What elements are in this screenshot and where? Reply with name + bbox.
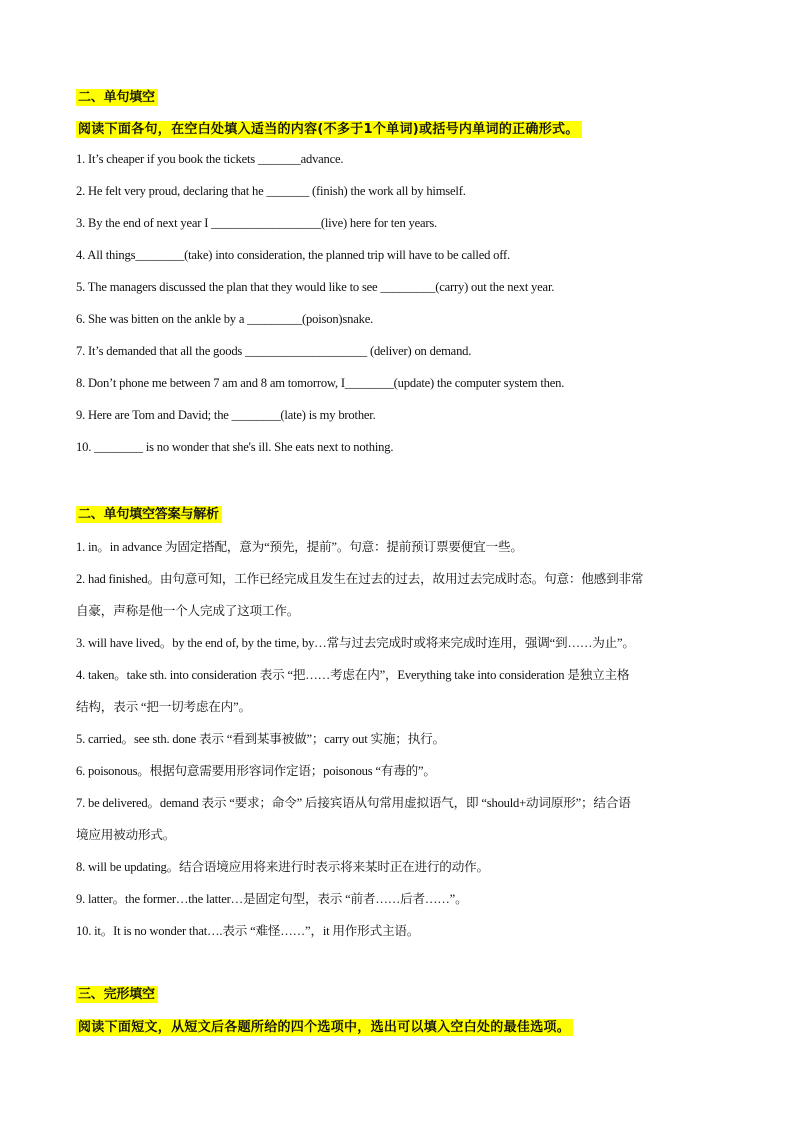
question-10: 10. ________ is no wonder that she's ill. She eats next to nothing. [76, 440, 394, 454]
question-2: 2. He felt very proud, declaring that he _______ (finish) the work all by himself. [76, 184, 466, 198]
section2-instruction-line [76, 118, 582, 137]
answer-line-4: 4. taken。take sth. into consideration 表示 “把……考虑在内”，Everything take into consideration 是独立主格 [76, 668, 630, 682]
section3-title: 三、完形填空 [76, 986, 158, 1003]
section3-instruction-line [76, 1016, 573, 1035]
answer-line-1: 1. in。in advance 为固定搭配，意为“预先，提前”。句意：提前预订票要便宜一些。 [76, 540, 523, 554]
answer-line-8: 8. will be updating。结合语境应用将来进行时表示将来某时正在进行的动作。 [76, 860, 489, 874]
answer-line-5: 5. carried。see sth. done 表示 “看到某事被做”；carry out 实施；执行。 [76, 732, 445, 746]
section2-title: 二、单句填空 [76, 89, 158, 106]
answer-line-4-cont: 结构，表示 “把一切考虑在内”。 [76, 700, 251, 714]
section3-instruction: 阅读下面短文，从短文后各题所给的四个选项中，选出可以填入空白处的最佳选项。 [76, 1019, 573, 1036]
question-4: 4. All things________(take) into consideration, the planned trip will have to be called off. [76, 248, 510, 262]
answer-line-2: 2. had finished。由句意可知，工作已经完成且发生在过去的过去，故用过去完成时态。句意：他感到非常 [76, 572, 644, 586]
question-5: 5. The managers discussed the plan that they would like to see _________(carry) out the next year. [76, 280, 555, 294]
section2-heading [76, 86, 158, 105]
answers-heading [76, 503, 222, 522]
answer-line-10: 10. it。It is no wonder that….表示 “难怪……”，it 用作形式主语。 [76, 924, 420, 938]
answers-title: 二、单句填空答案与解析 [76, 506, 222, 523]
question-9: 9. Here are Tom and David; the ________(late) is my brother. [76, 408, 376, 422]
answer-line-7: 7. be delivered。demand 表示 “要求；命令” 后接宾语从句常用虚拟语气，即 “should+动词原形”；结合语 [76, 796, 631, 810]
section3-heading [76, 983, 158, 1002]
question-6: 6. She was bitten on the ankle by a _________(poison)snake. [76, 312, 374, 326]
answer-line-3: 3. will have lived。by the end of, by the time, by…常与过去完成时或将来完成时连用，强调“到……为止”。 [76, 636, 635, 650]
section2-instruction: 阅读下面各句，在空白处填入适当的内容(不多于1个单词)或括号内单词的正确形式。 [76, 121, 582, 138]
question-8: 8. Don’t phone me between 7 am and 8 am tomorrow, I________(update) the computer system then. [76, 376, 565, 390]
question-1: 1. It’s cheaper if you book the tickets _______advance. [76, 152, 344, 166]
answer-line-6: 6. poisonous。根据句意需要用形容词作定语；poisonous “有毒的”。 [76, 764, 436, 778]
answer-line-7-cont: 境应用被动形式。 [76, 828, 176, 842]
question-3: 3. By the end of next year I __________________(live) here for ten years. [76, 216, 438, 230]
answer-line-9: 9. latter。the former…the latter…是固定句型，表示 “前者……后者……”。 [76, 892, 468, 906]
question-7: 7. It’s demanded that all the goods ____________________ (deliver) on demand. [76, 344, 472, 358]
answer-line-2-cont: 自豪，声称是他一个人完成了这项工作。 [76, 604, 300, 618]
